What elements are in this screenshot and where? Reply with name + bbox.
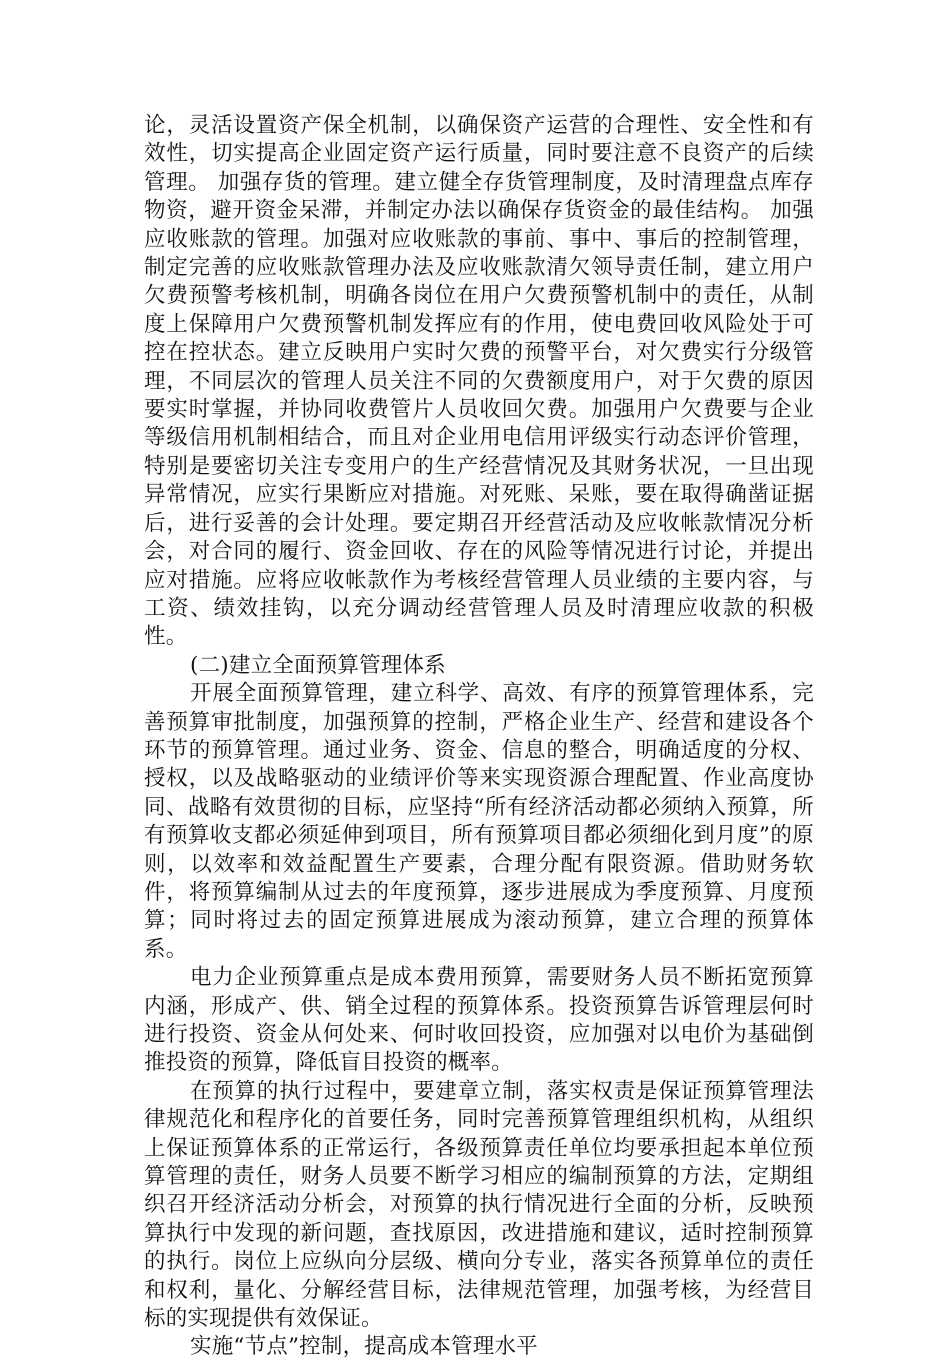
paragraph-cost-budget: 电力企业预算重点是成本费用预算，需要财务人员不断拓宽预算内涵，形成产、供、销全过程的预算体系。投资预算告诉管理层何时进行投资、资金从何处来、何时收回投资，应加强对以电价为基础倒推投资的预算，降低盲目投资的概率。 <box>144 965 814 1076</box>
document-body <box>144 112 814 1362</box>
section-heading-budget: (二)建立全面预算管理体系 <box>190 652 446 678</box>
section-heading-node-control: 实施“节点”控制，提高成本管理水平 <box>190 1334 538 1360</box>
paragraph-budget-system: 开展全面预算管理，建立科学、高效、有序的预算管理体系，完善预算审批制度，加强预算的控制，严格企业生产、经营和建设各个环节的预算管理。通过业务、资金、信息的整合，明确适度的分权、授权，以及战略驱动的业绩评价等来实现资源合理配置、作业高度协同、战略有效贯彻的目标，应坚持“所有经济活动都必须纳入预算，所有预算收支都必须延伸到项目，所有预算项目都必须细化到月度”的原则，以效率和效益配置生产要素，合理分配有限资源。借助财务软件，将预算编制从过去的年度预算，逐步进展成为季度预算、月度预算；同时将过去的固定预算进展成为滚动预算，建立合理的预算体系。 <box>144 681 814 962</box>
paragraph-budget-execution: 在预算的执行过程中，要建章立制，落实权责是保证预算管理法律规范化和程序化的首要任务，同时完善预算管理组织机构，从组织上保证预算体系的正常运行，各级预算责任单位均要承担起本单位预算管理的责任，财务人员要不断学习相应的编制预算的方法，定期组织召开经济活动分析会，对预算的执行情况进行全面的分析，反映预算执行中发现的新问题，查找原因，改进措施和建议，适时控制预算的执行。岗位上应纵向分层级、横向分专业，落实各预算单位的责任和权利，量化、分解经营目标，法律规范管理，加强考核，为经营目标的实现提供有效保证。 <box>144 1078 814 1332</box>
paragraph-asset-management: 论，灵活设置资产保全机制，以确保资产运营的合理性、安全性和有效性，切实提高企业固定资产运行质量，同时要注意不良资产的后续管理。 加强存货的管理。建立健全存货管理制度，及时清理盘点库存物资，避开资金呆滞，并制定办法以确保存货资金的最佳结构。 加强应收账款的管理。加强对应收账款的事前、事中、事后的控制管理，制定完善的应收账款管理办法及应收账款清欠领导责任制，建立用户欠费预警考核机制，明确各岗位在用户欠费预警机制中的责任，从制度上保障用户欠费预警机制发挥应有的作用，使电费回收风险处于可控在控状态。建立反映用户实时欠费的预警平台，对欠费实行分级管理，不同层次的管理人员关注不同的欠费额度用户，对于欠费的原因要实时掌握，并协同收费管片人员收回欠费。加强用户欠费要与企业等级信用机制相结合，而且对企业用电信用评级实行动态评价管理，特别是要密切关注专变用户的生产经营情况及其财务状况，一旦出现异常情况，应实行果断应对措施。对死账、呆账，要在取得确凿证据后，进行妥善的会计处理。要定期召开经营活动及应收帐款情况分析会，对合同的履行、资金回收、存在的风险等情况进行讨论，并提出应对措施。应将应收帐款作为考核经营管理人员业绩的主要内容，与工资、绩效挂钩，以充分调动经营管理人员及时清理应收款的积极性。 <box>144 113 814 650</box>
